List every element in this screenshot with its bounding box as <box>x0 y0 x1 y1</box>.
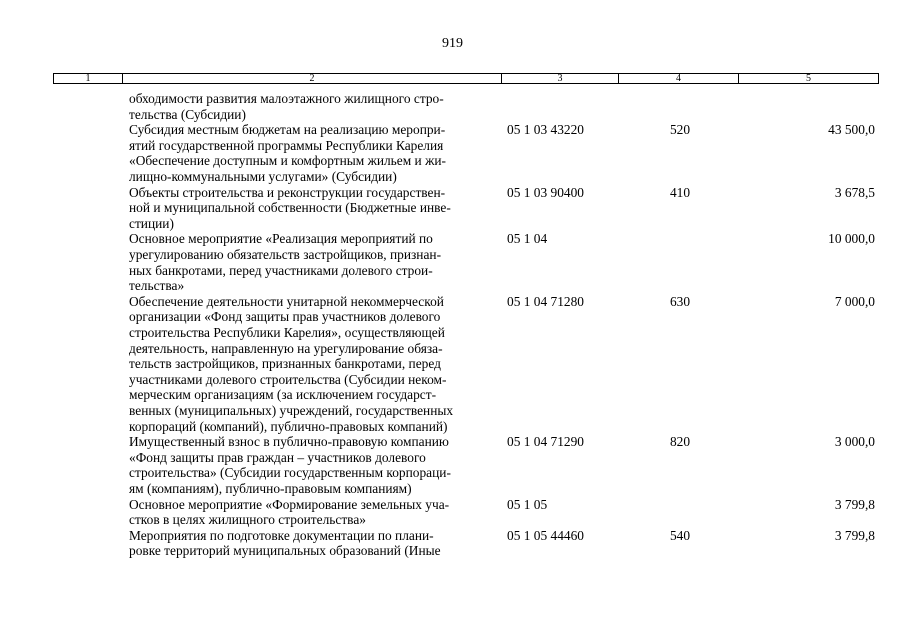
row-name <box>129 294 499 434</box>
row-name-line: корпораций (компаний), публично-правовых компаний) <box>129 418 448 434</box>
row-name-line: венных (муниципальных) учреждений, государственных <box>129 402 454 418</box>
row-name-line: обходимости развития малоэтажного жилищного стро- <box>129 91 444 106</box>
row-name <box>129 434 499 496</box>
row-expense-type: 820 <box>669 434 691 450</box>
row-amount: 3 799,8 <box>834 496 875 512</box>
row-name-line: участниками долевого строительства (Субсидии неком- <box>129 371 447 387</box>
row-name-line: строительства» (Субсидии государственным корпораци- <box>129 465 451 481</box>
row-amount: 10 000,0 <box>828 231 875 247</box>
row-amount: 7 000,0 <box>834 293 875 309</box>
row-name-line: стков в целях жилищного строительства» <box>129 512 366 528</box>
header-col-2: 2 <box>123 74 502 83</box>
row-code: 05 1 05 44460 <box>507 527 584 543</box>
row-name-line: Обеспечение деятельности унитарной некоммерческой <box>129 293 444 309</box>
row-name-line: ям (компаниям), публично-правовым компаниям) <box>129 480 412 496</box>
row-name-line: мерческим организациям (за исключением государст- <box>129 387 437 403</box>
row-amount: 3 000,0 <box>834 434 875 450</box>
row-code: 05 1 03 43220 <box>507 122 584 138</box>
row-code: 05 1 05 <box>507 496 548 512</box>
header-col-5: 5 <box>806 73 811 84</box>
header-col-1: 1 <box>54 74 123 83</box>
row-name-line: организации «Фонд защиты прав участников долевого <box>129 309 441 325</box>
row-name-line: Мероприятия по подготовке документации по плани- <box>129 527 434 543</box>
row-name <box>129 122 499 184</box>
row-expense-type: 630 <box>669 293 691 309</box>
row-name-line: Основное мероприятие «Реализация мероприятий по <box>129 231 433 247</box>
page-number: 919 <box>442 36 463 51</box>
row-name-line: Основное мероприятие «Формирование земельных уча- <box>129 496 450 512</box>
row-name-line: тельств застройщиков, признанных банкротами, перед <box>129 356 441 372</box>
row-amount: 43 500,0 <box>828 122 875 138</box>
row-name-line: ной и муниципальной собственности (Бюджетные инве- <box>129 200 451 216</box>
row-name <box>129 91 499 122</box>
row-name-line: ровке территорий муниципальных образований (Иные <box>129 543 441 559</box>
header-col-4: 4 <box>619 74 739 83</box>
row-name-line: урегулированию обязательств застройщиков, признан- <box>129 246 442 262</box>
row-name-line: Объекты строительства и реконструкции государствен- <box>129 184 446 200</box>
row-name-line: лищно-коммунальными услугами» (Субсидии) <box>129 168 397 184</box>
row-name-line: строительства Республики Карелия», осуществляющей <box>129 324 445 340</box>
row-name <box>129 528 499 559</box>
row-name-line: ных банкротами, перед участниками долевого строи- <box>129 262 433 278</box>
row-amount: 3 678,5 <box>834 184 875 200</box>
row-code: 05 1 04 71280 <box>507 293 584 309</box>
row-name <box>129 185 499 232</box>
row-name-line: тельства (Субсидии) <box>129 106 246 122</box>
row-expense-type: 520 <box>669 122 691 138</box>
row-code: 05 1 03 90400 <box>507 184 584 200</box>
row-name-line: тельства» <box>129 278 185 294</box>
row-code: 05 1 04 71290 <box>507 434 584 450</box>
row-name-line: стиции) <box>129 215 174 231</box>
row-name-line: Имущественный взнос в публично-правовую компанию <box>129 434 449 450</box>
row-expense-type: 410 <box>669 184 691 200</box>
row-expense-type: 540 <box>669 527 691 543</box>
row-name-line: ятий государственной программы Республики Карелия <box>129 137 444 153</box>
row-name-line: деятельность, направленную на урегулирование обяза- <box>129 340 443 356</box>
row-name-line: Субсидия местным бюджетам на реализацию меропри- <box>129 122 446 138</box>
row-name-line: «Фонд защиты прав граждан – участников долевого <box>129 449 426 465</box>
table-header <box>53 73 879 84</box>
row-name-line: «Обеспечение доступным и комфортным жильем и жи- <box>129 153 446 169</box>
row-name <box>129 231 499 293</box>
row-name <box>129 497 499 528</box>
row-code: 05 1 04 <box>507 231 548 247</box>
header-col-3: 3 <box>502 74 619 83</box>
row-amount: 3 799,8 <box>834 527 875 543</box>
